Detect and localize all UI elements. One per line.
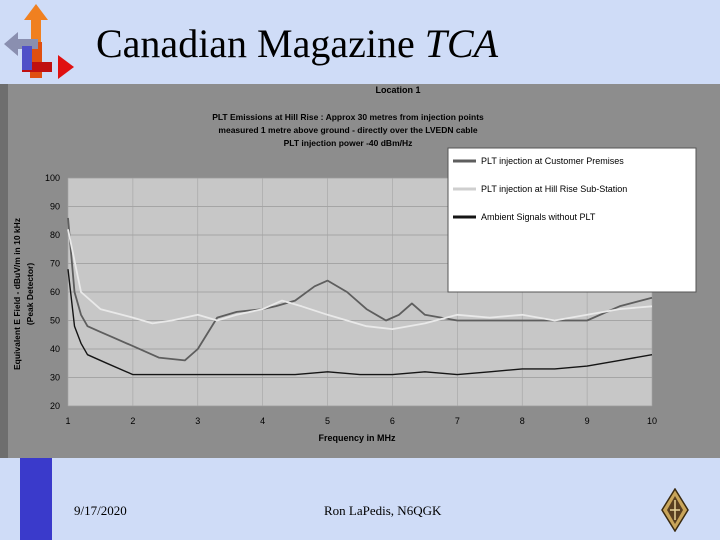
chart-title-line-3: PLT injection power -40 dBm/Hz	[283, 138, 413, 148]
chart-title-line-2: measured 1 metre above ground - directly over the LVEDN cable	[218, 125, 478, 135]
slide-title	[96, 20, 498, 67]
y-axis-label-line-2: (Peak Detector)	[25, 262, 35, 326]
legend-label-customer-premises: PLT injection at Customer Premises	[481, 156, 624, 166]
footer-author: Ron LaPedis, N6QGK	[324, 503, 442, 518]
y-tick-label: 30	[49, 372, 60, 383]
x-tick-label: 10	[646, 416, 658, 426]
legend	[448, 148, 696, 292]
chart-title-line-1: PLT Emissions at Hill Rise : Approx 30 metres from injection points	[212, 112, 484, 122]
y-tick-label: 100	[44, 173, 60, 183]
legend-label-substation: PLT injection at Hill Rise Sub-Station	[481, 184, 628, 194]
x-tick-label: 1	[65, 416, 71, 426]
x-tick-label: 3	[195, 416, 201, 426]
footer-bar	[0, 458, 720, 540]
x-axis-label: Frequency in MHz	[318, 433, 396, 443]
y-axis-label-line-1: Equivalent E Field - dBuV/m in 10 kHz	[12, 217, 22, 371]
slide-logo-arrows-icon	[0, 0, 80, 84]
y-tick-label: 70	[49, 258, 60, 269]
x-tick-label: 6	[389, 416, 395, 426]
x-tick-label: 9	[584, 416, 590, 426]
y-tick-label: 20	[49, 401, 60, 411]
footer-blue-sidebar	[20, 458, 52, 540]
legend-label-ambient: Ambient Signals without PLT	[481, 212, 596, 222]
y-tick-label: 80	[49, 230, 60, 240]
y-tick-label: 50	[49, 315, 60, 326]
arrl-diamond-emblem-icon	[660, 488, 690, 532]
x-tick-label: 5	[325, 416, 331, 426]
x-tick-label: 7	[454, 416, 460, 426]
slide-title-emphasis: TCA	[424, 21, 499, 66]
chart-header: Location 1	[375, 85, 421, 95]
slide-title-main: Canadian Magazine	[96, 21, 425, 66]
emissions-chart-photo	[0, 84, 720, 458]
x-tick-label: 2	[130, 416, 136, 426]
x-tick-label: 8	[519, 416, 525, 426]
footer-date: 9/17/2020	[74, 503, 127, 518]
y-tick-label: 40	[49, 344, 60, 354]
footer-background	[0, 458, 720, 540]
x-tick-label: 4	[260, 416, 266, 426]
y-tick-label: 60	[49, 287, 60, 297]
y-tick-label: 90	[49, 201, 60, 212]
left-edge-strip	[0, 84, 8, 458]
